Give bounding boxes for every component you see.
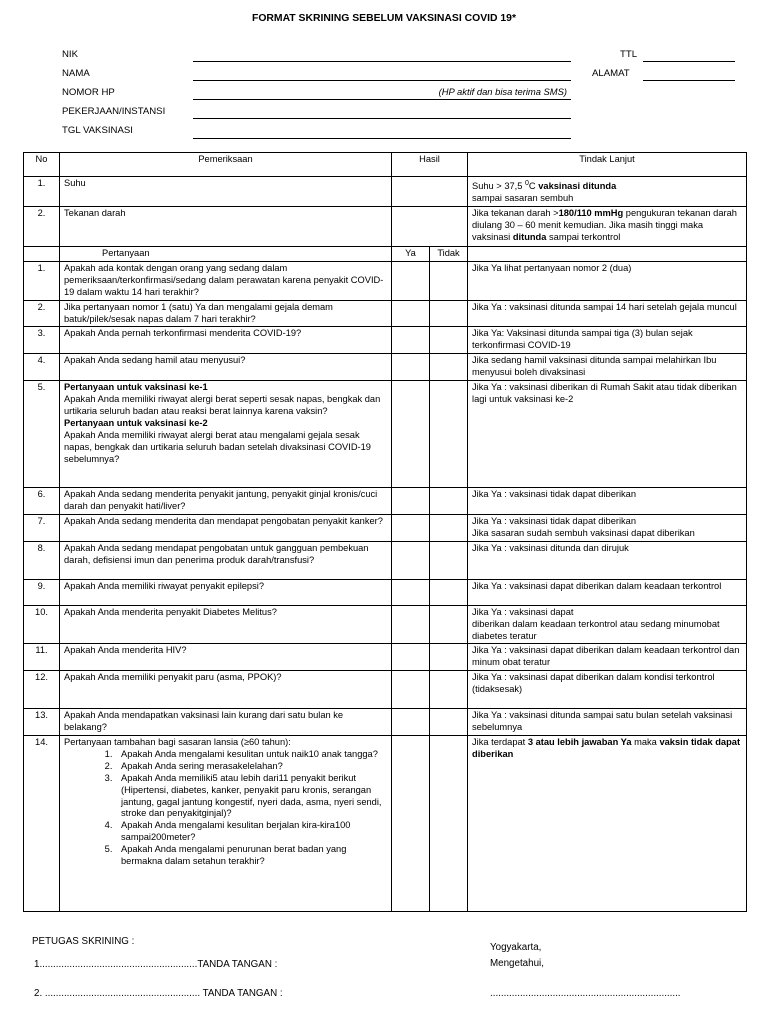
exam-item: Suhu xyxy=(60,177,392,207)
screening-table xyxy=(23,152,747,912)
question-text: Apakah Anda sedang mendapat pengobatan untuk gangguan pembekuan darah, defisiensi imun dan penerima produk darah/transfusi? xyxy=(60,541,392,579)
subquestion: 3. Apakah Anda memiliki5 atau lebih dari11 penyakit berikut (Hipertensi, diabetes, kanker, penyakit paru kronis, serangan jantung, gagal jantung kongestif, nyeri dada, asma, nyeri sendi, stroke dan penyakitginjal)? xyxy=(115,773,387,821)
answer-ya-cell[interactable] xyxy=(392,300,430,327)
form-title: FORMAT SKRINING SEBELUM VAKSINASI COVID 19* xyxy=(251,13,517,24)
pekerjaan-field[interactable] xyxy=(193,117,571,119)
header-no: No xyxy=(24,153,60,177)
mengetahui-label: Mengetahui, xyxy=(490,958,544,969)
answer-ya-cell[interactable] xyxy=(392,644,430,671)
answer-tidak-cell[interactable] xyxy=(430,261,468,300)
answer-tidak-cell[interactable] xyxy=(430,736,468,912)
exam-result-cell[interactable] xyxy=(392,177,468,207)
question-no: 13. xyxy=(24,709,60,736)
header-ya: Ya xyxy=(392,247,430,262)
alamat-field[interactable] xyxy=(643,79,735,81)
question-no: 7. xyxy=(24,514,60,541)
question-no: 6. xyxy=(24,488,60,515)
answer-tidak-cell[interactable] xyxy=(430,644,468,671)
ttl-field[interactable] xyxy=(643,60,735,62)
question-text: Apakah Anda sedang menderita penyakit jantung, penyakit ginjal kronis/cuci darah dan penyakit hati/liver? xyxy=(60,488,392,515)
question-text: Apakah Anda menderita HIV? xyxy=(60,644,392,671)
question-text: Pertanyaan tambahan bagi sasaran lansia (≥60 tahun): 1. Apakah Anda mengalami kesulitan untuk naik10 anak tangga? 2. Apakah Anda sering merasakelelahan? 3. Apakah Anda memiliki5 atau lebih dari11 penyakit berikut (Hipertensi, diabetes, kanker, penyakit paru kronis, serangan jantung, gagal jantung kongestif, nyeri dada, asma, nyeri sendi, stroke dan penyakitginjal)? 4. Apakah Anda mengalami kesulitan berjalan kira-kira100 sampai200meter? 5. Apakah Anda mengalami penurunan berat badan yang bermakna dalam setahun terakhir? xyxy=(60,736,392,912)
question-text-dose1: Apakah Anda memiliki riwayat alergi berat seperti sesak napas, bengkak dan urtikaria seluruh badan atau reaksi berat lainnya karena vaksin? xyxy=(64,393,381,416)
question-subheading: Pertanyaan untuk vaksinasi ke-2 xyxy=(64,417,208,428)
exam-no: 1. xyxy=(24,177,60,207)
answer-ya-cell[interactable] xyxy=(392,488,430,515)
answer-tidak-cell[interactable] xyxy=(430,709,468,736)
answer-ya-cell[interactable] xyxy=(392,709,430,736)
answer-tidak-cell[interactable] xyxy=(430,488,468,515)
answer-ya-cell[interactable] xyxy=(392,381,430,488)
exam-no: 2. xyxy=(24,207,60,247)
answer-tidak-cell[interactable] xyxy=(430,327,468,354)
question-text: Apakah Anda memiliki riwayat penyakit epilepsi? xyxy=(60,579,392,605)
answer-tidak-cell[interactable] xyxy=(430,381,468,488)
answer-ya-cell[interactable] xyxy=(392,736,430,912)
nomor-hp-note: (HP aktif dan bisa terima SMS) xyxy=(438,86,567,97)
answer-ya-cell[interactable] xyxy=(392,327,430,354)
exam-result-cell[interactable] xyxy=(392,207,468,247)
exam-action: Suhu > 37,5 $^0$C vaksinasi ditunda sampai sasaran sembuh xyxy=(468,177,747,207)
question-text: Apakah Anda pernah terkonfirmasi menderita COVID-19? xyxy=(60,327,392,354)
question-action: Jika Ya : vaksinasi dapat diberikan dalam kondisi terkontrol (tidaksesak) xyxy=(468,671,747,709)
question-text: Jika pertanyaan nomor 1 (satu) Ya dan mengalami gejala demam batuk/pilek/sesak napas dalam 7 hari terakhir? xyxy=(60,300,392,327)
question-no: 3. xyxy=(24,327,60,354)
approver-signature-line[interactable]: ...................................................................... xyxy=(490,988,681,999)
question-text: Apakah Anda memiliki penyakit paru (asma, PPOK)? xyxy=(60,671,392,709)
nik-label: NIK xyxy=(62,49,78,60)
question-no: 1. xyxy=(24,261,60,300)
question-text xyxy=(60,381,392,488)
exam-item: Tekanan darah xyxy=(60,207,392,247)
question-action: Jika Ya lihat pertanyaan nomor 2 (dua) xyxy=(468,261,747,300)
question-action: Jika Ya : vaksinasi dapat diberikan dalam keadaan terkontrol dan minum obat teratur xyxy=(468,644,747,671)
question-action: Jika Ya : vaksinasi ditunda sampai satu bulan setelah vaksinasi sebelumnya xyxy=(468,709,747,736)
question-action: Jika Ya : vaksinasi ditunda dan dirujuk xyxy=(468,541,747,579)
answer-tidak-cell[interactable] xyxy=(430,514,468,541)
question-no: 4. xyxy=(24,354,60,381)
petugas-signature-line-1[interactable]: 1..........................................................TANDA TANGAN : xyxy=(34,959,278,970)
answer-ya-cell[interactable] xyxy=(392,605,430,644)
question-action: Jika Ya : vaksinasi tidak dapat diberikan xyxy=(468,488,747,515)
question-subheading: Pertanyaan untuk vaksinasi ke-1 xyxy=(64,382,208,393)
question-no: 14. xyxy=(24,736,60,912)
question-text: Apakah ada kontak dengan orang yang sedang dalam pemeriksaan/terkonfirmasi/sedang dalam perawatan karena penyakit COVID-19 dalam waktu 14 hari terakhir? xyxy=(60,261,392,300)
question-no: 12. xyxy=(24,671,60,709)
nomor-hp-label: NOMOR HP xyxy=(62,87,115,98)
header-hasil: Hasil xyxy=(392,153,468,177)
answer-ya-cell[interactable] xyxy=(392,354,430,381)
answer-ya-cell[interactable] xyxy=(392,261,430,300)
subquestion: 2. Apakah Anda sering merasakelelahan? xyxy=(115,761,387,773)
question-text: Apakah Anda sedang menderita dan mendapat pengobatan penyakit kanker? xyxy=(60,514,392,541)
question-no: 10. xyxy=(24,605,60,644)
answer-tidak-cell[interactable] xyxy=(430,671,468,709)
question-no: 9. xyxy=(24,579,60,605)
exam-action: Jika tekanan darah >180/110 mmHg pengukuran tekanan darah diulang 30 – 60 menit kemudian. Jika masih tinggi maka vaksinasi ditunda sampai terkontrol xyxy=(468,207,747,247)
question-text-dose2: Apakah Anda memiliki riwayat alergi berat atau mengalami gejala sesak napas, bengkak dan urtikaria seluruh badan setelah divaksinasi COVID-19 sebelumnya? xyxy=(64,429,371,464)
question-action: Jika terdapat 3 atau lebih jawaban Ya maka vaksin tidak dapat diberikan xyxy=(468,736,747,912)
alamat-label: ALAMAT xyxy=(592,68,630,79)
tgl-vaksinasi-label: TGL VAKSINASI xyxy=(62,125,133,136)
ttl-label: TTL xyxy=(620,49,638,60)
answer-ya-cell[interactable] xyxy=(392,579,430,605)
nik-field[interactable] xyxy=(193,60,571,62)
answer-tidak-cell[interactable] xyxy=(430,354,468,381)
answer-ya-cell[interactable] xyxy=(392,541,430,579)
answer-tidak-cell[interactable] xyxy=(430,541,468,579)
header-pemeriksaan: Pemeriksaan xyxy=(60,153,392,177)
city-label: Yogyakarta, xyxy=(490,942,542,953)
subquestion: 4. Apakah Anda mengalami kesulitan berjalan kira-kira100 sampai200meter? xyxy=(115,820,387,844)
pekerjaan-label: PEKERJAAN/INSTANSI xyxy=(62,106,166,117)
nama-label: NAMA xyxy=(62,68,90,79)
petugas-label: PETUGAS SKRINING : xyxy=(32,936,135,947)
question-no: 5. xyxy=(24,381,60,488)
question-text: Apakah Anda sedang hamil atau menyusui? xyxy=(60,354,392,381)
question-action: Jika Ya: Vaksinasi ditunda sampai tiga (3) bulan sejak terkonfirmasi COVID-19 xyxy=(468,327,747,354)
question-text: Apakah Anda mendapatkan vaksinasi lain kurang dari satu bulan ke belakang? xyxy=(60,709,392,736)
subquestion: 1. Apakah Anda mengalami kesulitan untuk naik10 anak tangga? xyxy=(115,749,387,761)
answer-tidak-cell[interactable] xyxy=(430,579,468,605)
petugas-signature-line-2[interactable]: 2. ......................................................... TANDA TANGAN : xyxy=(34,988,283,999)
question-action: Jika sedang hamil vaksinasi ditunda sampai melahirkan Ibu menyusui boleh divaksinasi xyxy=(468,354,747,381)
nama-field[interactable] xyxy=(193,79,571,81)
question-no: 2. xyxy=(24,300,60,327)
question-action: Jika Ya : vaksinasi dapat diberikan dalam keadaan terkontrol atau sedang minumobat diabetes teratur xyxy=(468,605,747,644)
answer-tidak-cell[interactable] xyxy=(430,300,468,327)
answer-tidak-cell[interactable] xyxy=(430,605,468,644)
answer-ya-cell[interactable] xyxy=(392,671,430,709)
answer-ya-cell[interactable] xyxy=(392,514,430,541)
question-no: 8. xyxy=(24,541,60,579)
question-text: Apakah Anda menderita penyakit Diabetes Melitus? xyxy=(60,605,392,644)
question-no: 11. xyxy=(24,644,60,671)
subquestion: 5. Apakah Anda mengalami penurunan berat badan yang bermakna dalam setahun terakhir? xyxy=(115,844,387,868)
header-pertanyaan: Pertanyaan xyxy=(60,247,392,262)
tgl-vaksinasi-field[interactable] xyxy=(193,137,571,139)
nomor-hp-field[interactable] xyxy=(193,98,571,100)
question-action: Jika Ya : vaksinasi tidak dapat diberikan Jika sasaran sudah sembuh vaksinasi dapat diberikan xyxy=(468,514,747,541)
header-tidak: Tidak xyxy=(430,247,468,262)
question-action: Jika Ya : vaksinasi ditunda sampai 14 hari setelah gejala muncul xyxy=(468,300,747,327)
elderly-subquestions xyxy=(64,749,387,868)
question-action: Jika Ya : vaksinasi diberikan di Rumah Sakit atau tidak diberikan lagi untuk vaksinasi ke-2 xyxy=(468,381,747,488)
question-action: Jika Ya : vaksinasi dapat diberikan dalam keadaan terkontrol xyxy=(468,579,747,605)
header-tindak-lanjut: Tindak Lanjut xyxy=(468,153,747,177)
